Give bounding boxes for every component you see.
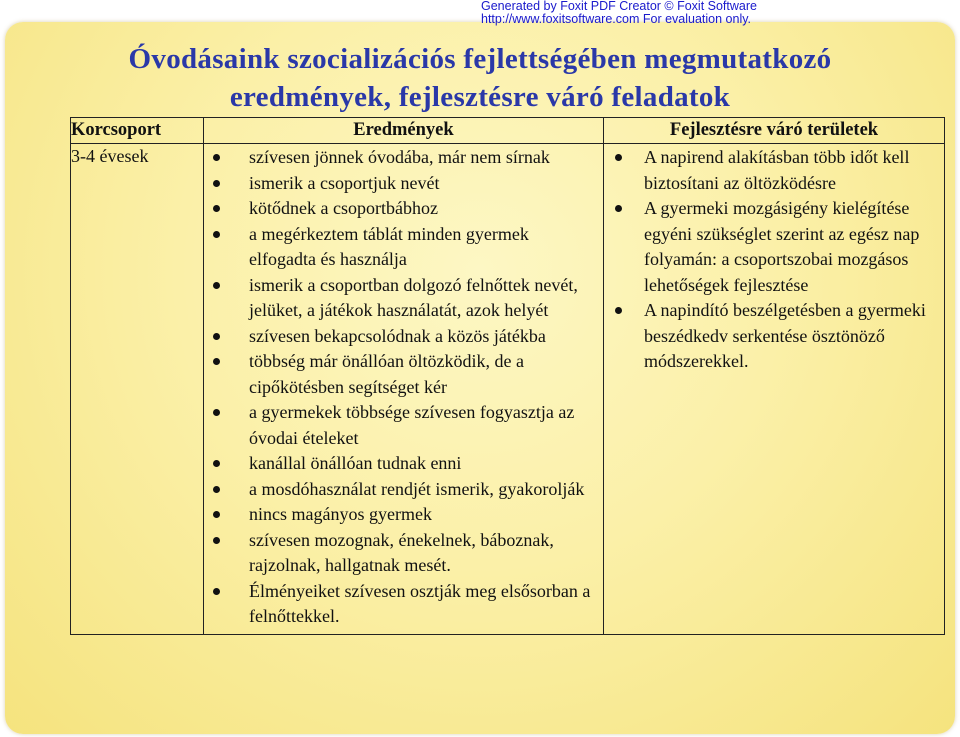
task-item (604, 145, 944, 196)
bullet-icon (213, 486, 220, 493)
bullet-icon (615, 205, 622, 212)
header-age-group: Korcsoport (71, 118, 204, 144)
slide-title (5, 40, 955, 116)
result-item (204, 451, 603, 477)
table-body (71, 144, 945, 635)
header-development-areas: Fejlesztésre váró területek (604, 118, 945, 144)
result-item-text: szívesen mozognak, énekelnek, báboznak, rajzolnak, hallgatnak mesét. (249, 529, 554, 575)
task-item (604, 196, 944, 298)
result-item (204, 222, 603, 273)
bullet-icon (213, 358, 220, 365)
watermark-line-2: http://www.foxitsoftware.com For evaluation only. (481, 12, 752, 26)
bullet-icon (615, 307, 622, 314)
result-item-text: többség már önállóan öltözködik, de a cipőkötésben segítséget kér (249, 351, 524, 397)
bullet-icon (213, 180, 220, 187)
result-item (204, 502, 603, 528)
bullet-icon (213, 154, 220, 161)
result-item (204, 477, 603, 503)
result-item-text: szívesen bekapcsolódnak a közös játékba (249, 325, 546, 346)
result-item-text: nincs magányos gyermek (249, 504, 432, 524)
bullet-icon (213, 333, 220, 340)
result-item (204, 349, 603, 400)
result-item (204, 196, 603, 222)
result-item (204, 273, 603, 324)
bullet-icon (213, 460, 220, 467)
result-item-text: ismerik a csoportban dolgozó felnőttek nevét, jelüket, a játékok használatát, azok helyét (249, 274, 578, 320)
results-cell-list (204, 144, 603, 634)
bullet-icon (213, 511, 220, 518)
bullet-icon (615, 154, 622, 161)
header-results: Eredmények (204, 118, 604, 144)
slide-title-line-1: Óvodásaink szocializációs fejlettségében megmutatkozó (128, 43, 832, 75)
result-item-text: Élményeiket szívesen osztják meg elsősorban a felnőttekkel. (249, 580, 591, 626)
result-item-text: a megérkeztem táblát minden gyermek elfogadta és használja (249, 223, 529, 269)
tasks-cell-list (604, 144, 944, 379)
task-item-text: A napindító beszélgetésben a gyermeki beszédkedv serkentése ösztönöző módszerekkel. (644, 300, 926, 371)
bullet-icon (213, 409, 220, 416)
result-item-text: kötődnek a csoportbábhoz (249, 198, 438, 218)
watermark-line-1: Generated by Foxit PDF Creator © Foxit Software (481, 0, 757, 13)
task-item-text: A napirend alakításban több időt kell biztosítani az öltözködésre (644, 147, 910, 193)
age-group-cell: 3-4 évesek (71, 144, 204, 635)
pdf-creator-watermark (481, 0, 960, 26)
results-table (70, 117, 945, 635)
task-item (604, 298, 944, 375)
bullet-icon (213, 231, 220, 238)
slide-title-line-2: eredmények, fejlesztésre váró feladatok (229, 81, 731, 113)
bullet-icon (213, 282, 220, 289)
results-cell (204, 144, 604, 635)
result-item (204, 145, 603, 171)
slide (5, 22, 955, 734)
result-item (204, 324, 603, 350)
result-item (204, 400, 603, 451)
result-item-text: a mosdóhasználat rendjét ismerik, gyakorolják (249, 478, 585, 499)
result-item-text: szívesen jönnek óvodába, már nem sírnak (249, 147, 550, 167)
result-item-text: kanállal önállóan tudnak enni (249, 453, 462, 473)
result-item (204, 579, 603, 630)
bullet-icon (213, 588, 220, 595)
table-header-row (71, 118, 945, 144)
result-item-text: a gyermekek többsége szívesen fogyasztja az óvodai ételeket (249, 402, 575, 448)
table-row (71, 144, 945, 635)
bullet-icon (213, 537, 220, 544)
result-item-text: ismerik a csoportjuk nevét (249, 172, 440, 193)
tasks-cell (604, 144, 945, 635)
result-item (204, 528, 603, 579)
bullet-icon (213, 205, 220, 212)
result-item (204, 171, 603, 197)
task-item-text: A gyermeki mozgásigény kielégítése egyéni szükséglet szerint az egész nap folyamán: a csoportszobai mozgásos lehetőségek fejlesztése (644, 198, 920, 295)
